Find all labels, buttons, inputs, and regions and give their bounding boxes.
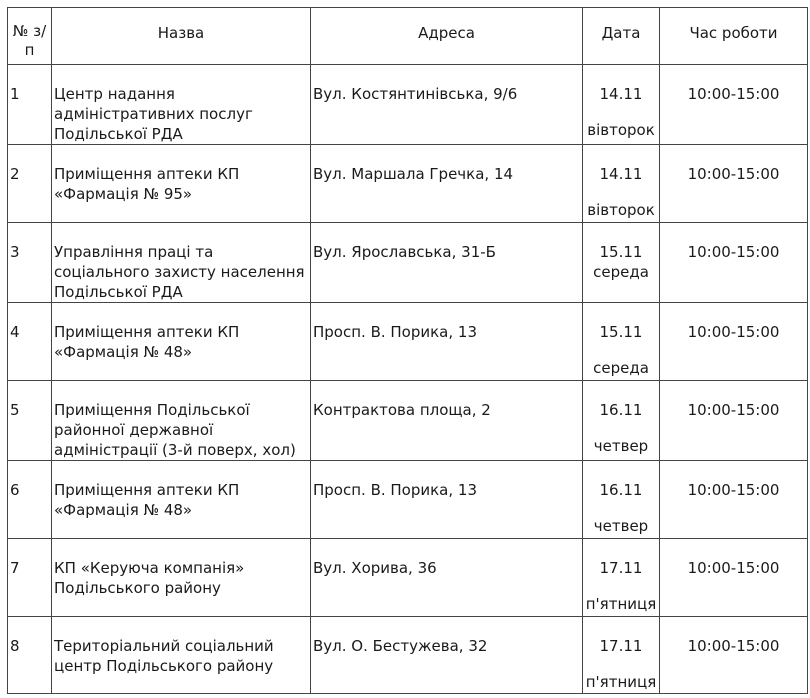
location-address: Просп. В. Порика, 13 [313, 323, 477, 341]
table-row [8, 223, 808, 303]
working-hours: 10:00-15:00 [687, 401, 780, 419]
cell-hours [660, 223, 808, 303]
visit-weekday: вівторок [587, 201, 655, 219]
cell-date [583, 461, 660, 539]
table-row [8, 303, 808, 381]
location-name: Територіальний соціальний центр Подільського району [54, 637, 274, 675]
working-hours: 10:00-15:00 [687, 481, 780, 499]
location-name: КП «Керуюча компанія» Подільського району [54, 559, 245, 597]
row-number: 1 [10, 85, 20, 103]
row-number: 5 [10, 401, 20, 419]
working-hours: 10:00-15:00 [687, 165, 780, 183]
cell-address [311, 381, 583, 461]
visit-date: 17.11 [599, 559, 643, 577]
cell-number [8, 617, 52, 694]
visit-date: 14.11 [599, 165, 643, 183]
cell-address [311, 303, 583, 381]
location-address: Вул. О. Бестужева, 32 [313, 637, 488, 655]
cell-name [52, 65, 311, 145]
cell-hours [660, 617, 808, 694]
header-date [583, 8, 660, 65]
header-hours [660, 8, 808, 65]
visit-date: 14.11 [599, 85, 643, 103]
cell-name [52, 617, 311, 694]
cell-date [583, 381, 660, 461]
header-name-label: Назва [157, 24, 205, 42]
location-name: Центр надання адміністративних послуг Подільської РДА [54, 85, 253, 143]
cell-number [8, 461, 52, 539]
header-hours-label: Час роботи [689, 24, 778, 42]
cell-name [52, 539, 311, 617]
location-address: Вул. Хорива, 36 [313, 559, 437, 577]
row-number: 6 [10, 481, 20, 499]
table-row [8, 539, 808, 617]
location-name: Приміщення Подільської районної державної адміністрації (3-й поверх, хол) [54, 401, 296, 459]
visit-date: 16.11 [599, 481, 643, 499]
cell-date [583, 65, 660, 145]
location-address: Вул. Костянтинівська, 9/6 [313, 85, 518, 103]
cell-date [583, 539, 660, 617]
cell-address [311, 461, 583, 539]
header-row [8, 8, 808, 65]
visit-weekday: середа [593, 263, 649, 281]
cell-address [311, 65, 583, 145]
cell-address [311, 145, 583, 223]
row-number: 3 [10, 243, 20, 261]
location-name: Приміщення аптеки КП «Фармація № 48» [54, 481, 240, 519]
cell-number [8, 223, 52, 303]
location-name: Приміщення аптеки КП «Фармація № 95» [54, 165, 240, 203]
cell-date [583, 145, 660, 223]
cell-hours [660, 539, 808, 617]
row-number: 4 [10, 323, 20, 341]
table-row [8, 461, 808, 539]
header-address-label: Адреса [418, 24, 475, 42]
location-address: Контрактова площа, 2 [313, 401, 491, 419]
cell-number [8, 539, 52, 617]
cell-address [311, 539, 583, 617]
cell-name [52, 381, 311, 461]
cell-number [8, 145, 52, 223]
row-number: 7 [10, 559, 20, 577]
cell-name [52, 145, 311, 223]
cell-name [52, 461, 311, 539]
working-hours: 10:00-15:00 [687, 243, 780, 261]
cell-number [8, 381, 52, 461]
cell-hours [660, 65, 808, 145]
location-address: Просп. В. Порика, 13 [313, 481, 477, 499]
table-row [8, 381, 808, 461]
header-name [52, 8, 311, 65]
location-name: Управління праці та соціального захисту населення Подільської РДА [54, 243, 305, 301]
cell-hours [660, 381, 808, 461]
cell-hours [660, 461, 808, 539]
visit-weekday: п'ятниця [585, 595, 657, 613]
cell-date [583, 303, 660, 381]
header-number-label: № з/п [12, 22, 47, 59]
visit-date: 15.11 [599, 243, 643, 261]
row-number: 8 [10, 637, 20, 655]
visit-date: 15.11 [599, 323, 643, 341]
header-number [8, 8, 52, 65]
table-row [8, 145, 808, 223]
cell-date [583, 223, 660, 303]
working-hours: 10:00-15:00 [687, 323, 780, 341]
visit-weekday: четвер [593, 517, 649, 535]
cell-number [8, 65, 52, 145]
location-address: Вул. Ярославська, 31-Б [313, 243, 496, 261]
location-address: Вул. Маршала Гречка, 14 [313, 165, 514, 183]
cell-name [52, 223, 311, 303]
cell-name [52, 303, 311, 381]
location-name: Приміщення аптеки КП «Фармація № 48» [54, 323, 240, 361]
cell-number [8, 303, 52, 381]
visit-weekday: п'ятниця [585, 673, 657, 691]
row-number: 2 [10, 165, 20, 183]
cell-hours [660, 303, 808, 381]
table-row [8, 617, 808, 694]
visit-weekday: четвер [593, 437, 649, 455]
table-row [8, 65, 808, 145]
cell-address [311, 617, 583, 694]
cell-date [583, 617, 660, 694]
schedule-table [7, 7, 808, 694]
visit-weekday: вівторок [587, 121, 655, 139]
cell-hours [660, 145, 808, 223]
visit-date: 17.11 [599, 637, 643, 655]
header-address [311, 8, 583, 65]
header-date-label: Дата [601, 24, 641, 42]
working-hours: 10:00-15:00 [687, 559, 780, 577]
working-hours: 10:00-15:00 [687, 85, 780, 103]
visit-weekday: середа [593, 359, 649, 377]
visit-date: 16.11 [599, 401, 643, 419]
working-hours: 10:00-15:00 [687, 637, 780, 655]
cell-address [311, 223, 583, 303]
